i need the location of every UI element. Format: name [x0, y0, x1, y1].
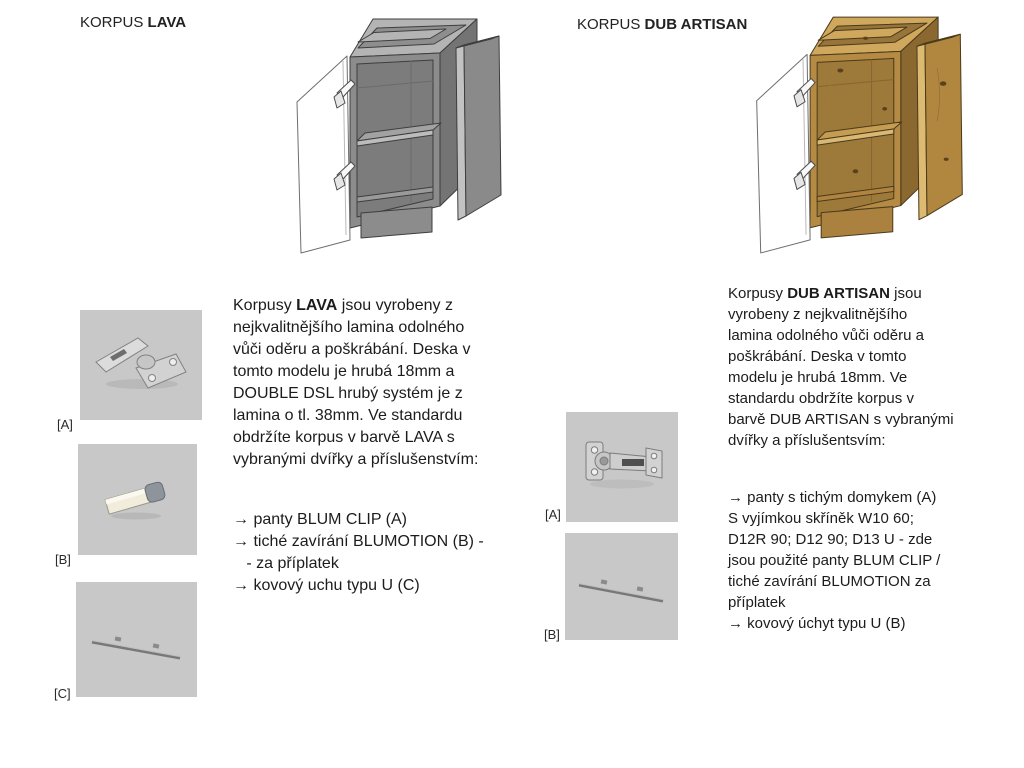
- figure-label-a: [A]: [57, 417, 73, 432]
- dub-artisan-description: [728, 283, 1008, 451]
- blum-clip-hinge-icon: [80, 310, 202, 420]
- title-name: LAVA: [147, 14, 187, 31]
- figure-label-b: [B]: [55, 552, 71, 567]
- title-prefix: KORPUS: [80, 14, 144, 31]
- figure-lava-damper: [78, 444, 197, 555]
- u-handle-rail-icon: [565, 533, 678, 640]
- figure-artisan-handle: [565, 533, 678, 640]
- lava-accessory-list: [233, 509, 484, 597]
- figure-lava-hinge: [80, 310, 202, 420]
- description-body: jsou vyrobeny z nejkvalitnějšího lamina odolného vůči oděru a poškrábání. Deska v tomto modelu je hrubá 18mm. Ve standardu obdržíte korpus v barvě DUB ARTISAN s vybranými dvířky a příslušentsvím:: [728, 285, 954, 449]
- list-item: → kovový úchyt typu U (B): [728, 615, 906, 632]
- blumotion-damper-icon: [78, 444, 197, 555]
- figure-label-c: [C]: [54, 686, 71, 701]
- description-name: DUB ARTISAN: [787, 285, 890, 302]
- list-item: → panty BLUM CLIP (A): [233, 511, 407, 528]
- title-name: DUB ARTISAN: [644, 16, 748, 33]
- description-prefix: Korpusy: [728, 285, 788, 302]
- description-name: LAVA: [296, 297, 338, 314]
- figure-lava-handle: [76, 582, 197, 697]
- list-item: → tiché zavírání BLUMOTION (B) - - za příplatek: [233, 533, 484, 572]
- korpus-dub-artisan-title: [577, 16, 747, 33]
- figure-label-a: [A]: [545, 507, 561, 522]
- list-item: → panty s tichým domykem (A) S vyjímkou skříněk W10 60; D12R 90; D12 90; D13 U - zde jsou použité panty BLUM CLIP / tiché zavírání BLUMOTION za příplatek: [728, 489, 941, 611]
- compact-hinge-icon: [566, 412, 678, 522]
- figure-label-b: [B]: [544, 627, 560, 642]
- korpus-lava-title: [80, 14, 186, 31]
- description-body: jsou vyrobeny z nejkvalitnějšího lamina odolného vůči oděru a poškrábání. Deska v tomto modelu je hrubá 18mm a DOUBLE DSL hrubý systém je z lamina o tl. 38mm. Ve standardu obdržíte korpus v barvě LAVA s vybranými dvířky a příslušenstvím:: [233, 297, 479, 468]
- description-prefix: Korpusy: [233, 297, 297, 314]
- lava-description: [233, 295, 533, 471]
- dub-artisan-accessory-list: [728, 487, 940, 634]
- u-handle-rail-icon: [76, 582, 197, 697]
- list-item: → kovový uchu typu U (C): [233, 577, 420, 594]
- title-prefix: KORPUS: [577, 16, 641, 33]
- cabinet-dub-artisan-open-door-illustration-icon: [738, 8, 983, 260]
- cabinet-lava-open-door-illustration-icon: [280, 10, 520, 260]
- figure-artisan-hinge: [566, 412, 678, 522]
